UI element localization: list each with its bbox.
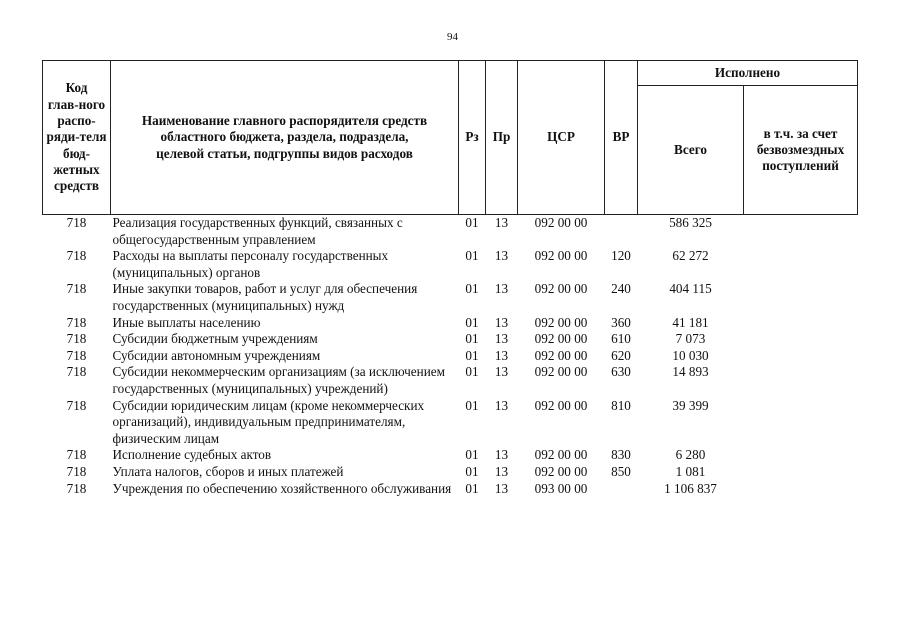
cell-free [744,481,858,498]
header-total [638,86,744,215]
cell-pr: 13 [494,364,509,380]
cell-free [744,364,858,397]
cell-code: 718 [66,397,87,413]
table-row [43,348,858,365]
cell-csr: 092 00 00 [534,314,588,330]
table-row [43,215,858,249]
cell-csr: 092 00 00 [534,397,588,413]
cell-pr: 13 [494,314,509,330]
cell-name: Уплата налогов, сборов и иных платежей [112,463,344,479]
cell-csr: 092 00 00 [534,447,588,463]
cell-free [744,348,858,365]
cell-vr: 240 [611,281,631,297]
cell-vr [605,215,638,249]
cell-name: Субсидии юридическим лицам (кроме некоммерческих организаций), индивидуальным предпринимателям, физическим лицам [112,397,425,446]
cell-csr: 092 00 00 [534,463,588,479]
cell-total: 1 106 837 [664,480,717,496]
cell-code: 718 [66,331,87,347]
table-row [43,447,858,464]
cell-total: 62 272 [672,248,709,264]
cell-rz: 01 [465,281,479,297]
cell-free [744,315,858,332]
cell-vr: 810 [611,397,631,413]
cell-name: Учреждения по обеспечению хозяйственного обслуживания [112,480,452,496]
cell-vr: 620 [611,347,631,363]
cell-pr: 13 [494,397,509,413]
cell-code: 718 [66,364,87,380]
cell-code: 718 [66,463,87,479]
cell-vr: 610 [611,331,631,347]
cell-free [744,331,858,348]
cell-total: 41 181 [672,314,709,330]
cell-csr: 092 00 00 [534,281,588,297]
cell-code: 718 [66,281,87,297]
cell-rz: 01 [465,463,479,479]
cell-free [744,447,858,464]
budget-table [42,60,858,497]
cell-total: 7 073 [675,331,706,347]
cell-csr: 092 00 00 [534,215,588,230]
cell-rz: 01 [465,314,479,330]
cell-rz: 01 [465,215,479,230]
cell-name: Иные выплаты населению [112,314,261,330]
page-number: 94 [447,31,458,43]
cell-code: 718 [66,215,87,230]
cell-rz: 01 [465,364,479,380]
cell-free [744,464,858,481]
cell-name: Субсидии автономным учреждениям [112,347,321,363]
cell-total: 14 893 [672,364,709,380]
cell-pr: 13 [494,331,509,347]
header-free-label: в т.ч. за счет безвозмездных поступлений [756,125,845,174]
cell-name: Субсидии бюджетным учреждениям [112,331,318,347]
cell-rz: 01 [465,331,479,347]
table-row [43,364,858,397]
table-row [43,315,858,332]
cell-csr: 093 00 00 [534,480,588,496]
header-name [111,61,459,215]
cell-free [744,215,858,249]
cell-pr: 13 [494,447,509,463]
header-code-label: Код глав-ного распо-ряди-теля бюд-жетных средств [46,80,107,194]
cell-vr: 830 [611,447,631,463]
cell-rz: 01 [465,397,479,413]
cell-total: 6 280 [675,447,706,463]
cell-total: 39 399 [672,397,709,413]
table-row [43,481,858,498]
cell-total: 10 030 [672,347,709,363]
table-header [43,61,858,215]
cell-free [744,248,858,281]
cell-vr: 630 [611,364,631,380]
cell-name: Иные закупки товаров, работ и услуг для обеспечения государственных (муниципальных) нужд [112,281,418,313]
cell-pr: 13 [494,215,509,230]
cell-pr: 13 [494,347,509,363]
header-rz-label: Рз [465,129,479,145]
cell-code: 718 [66,447,87,463]
cell-rz: 01 [465,248,479,264]
cell-vr: 360 [611,314,631,330]
cell-pr: 13 [494,281,509,297]
header-free [744,86,858,215]
cell-vr: 120 [611,248,631,264]
cell-free [744,281,858,314]
header-csr-label: ЦСР [547,129,575,145]
header-rz [459,61,486,215]
cell-rz: 01 [465,480,479,496]
header-executed [638,61,858,86]
cell-rz: 01 [465,447,479,463]
cell-csr: 092 00 00 [534,347,588,363]
table-row [43,398,858,448]
header-vr-label: ВР [612,129,630,145]
cell-code: 718 [66,347,87,363]
cell-rz: 01 [465,347,479,363]
cell-total: 586 325 [669,215,712,230]
header-csr [518,61,605,215]
cell-code: 718 [66,248,87,264]
header-total-label: Всего [674,141,707,157]
cell-total: 1 081 [675,463,706,479]
cell-name: Исполнение судебных актов [112,447,272,463]
header-pr [486,61,518,215]
cell-pr: 13 [494,480,509,496]
table-row [43,464,858,481]
cell-code: 718 [66,480,87,496]
cell-name: Субсидии некоммерческим организациям (за исключением государственных (муниципальных) учреждений) [112,364,445,396]
cell-csr: 092 00 00 [534,364,588,380]
cell-csr: 092 00 00 [534,248,588,264]
cell-total: 404 115 [669,281,712,297]
cell-pr: 13 [494,248,509,264]
header-vr [605,61,638,215]
cell-free [744,398,858,448]
cell-pr: 13 [494,463,509,479]
cell-csr: 092 00 00 [534,331,588,347]
cell-code: 718 [66,314,87,330]
table-row [43,331,858,348]
cell-name: Расходы на выплаты персоналу государственных (муниципальных) органов [112,248,389,280]
cell-vr: 850 [611,463,631,479]
cell-name: Реализация государственных функций, связанных с общегосударственным управлением [112,215,403,247]
header-pr-label: Пр [492,129,511,145]
table-row [43,281,858,314]
cell-vr [605,481,638,498]
header-code [43,61,111,215]
table-body [43,215,858,498]
header-executed-label: Исполнено [714,64,781,80]
table-row [43,248,858,281]
header-name-label: Наименование главного распорядителя средств областного бюджета, раздела, подраздела, целевой статьи, подгруппы видов расходов [141,113,428,161]
